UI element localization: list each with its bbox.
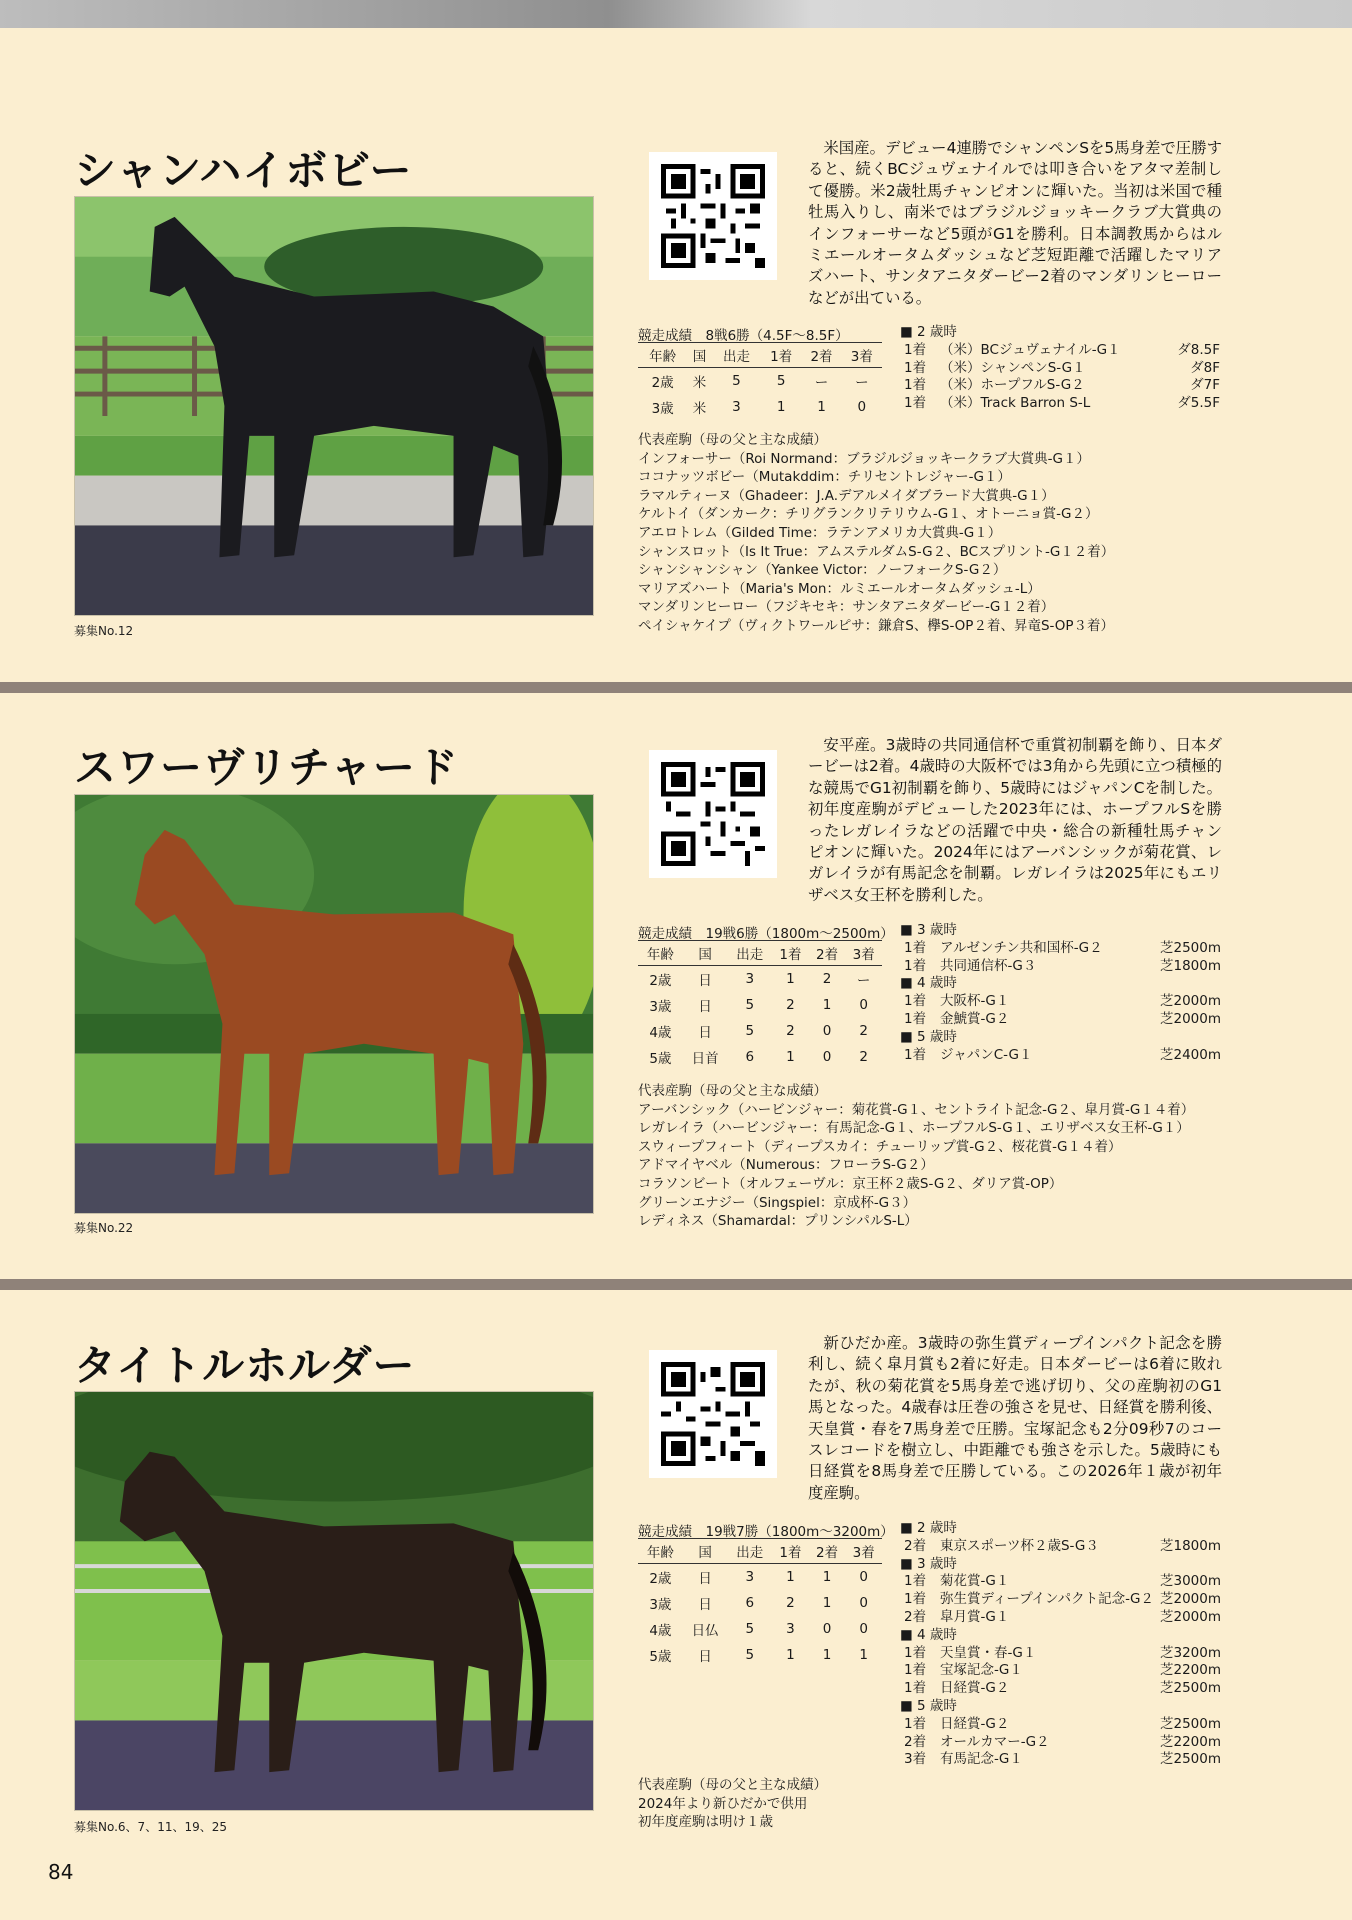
win-position: 2着 [904,1733,927,1750]
table-cell: 0 [859,1568,868,1585]
table-cell: 1 [822,996,832,1013]
table-cell: 日 [698,1570,712,1587]
win-entry [900,1662,1220,1680]
table-row [638,368,882,394]
win-entry [900,1680,1220,1698]
win-entry [900,1591,1220,1609]
win-entry [900,940,1220,958]
horse-description: 安平産。3歳時の共同通信杯で重賞初制覇を飾り、日本ダービーは2着。4歳時の大阪杯では3角から先頭に立つ積極的な競馬でG1初制覇を飾り、5歳時にはジャパンCを制した。初年度産駒がデビューした2023年には、ホープフルSを勝ったレガレイラなどの活躍で中央・総合の新種牡馬チャンピオンに輝いた。2024年にはアーバンシックが菊花賞、レガレイラが有馬記念を制覇。レガレイラは2025年にもエリザベス女王杯を勝利した。 [808,736,1222,904]
table-cell: 3 [745,970,755,987]
win-position: 1着 [904,1573,927,1590]
win-distance: 芝2500m [1160,1715,1222,1732]
table-cell: 1 [786,1646,795,1663]
recruitment-caption: 募集No.6、7、11、19、25 [74,1820,228,1834]
table-cell: 4歳 [649,1622,672,1639]
win-distance: 芝2200m [1160,1733,1222,1750]
table-cell: 0 [822,1022,832,1039]
win-entry [900,1609,1220,1627]
win-entry [900,1751,1220,1769]
list-item: マンダリンヒーロー（フジキセキ：サンタアニタダービー-G１２着） [638,599,1055,616]
win-entry [900,958,1220,976]
table-cell: 米 [692,374,707,391]
table-cell: 日 [698,998,712,1015]
win-race: （米）ホープフルS-G２ [940,377,1085,394]
win-distance: 芝1800m [1160,1537,1222,1554]
progeny-list [638,1776,1258,1832]
wins-year-heading: ■ 4 歳時 [900,1626,957,1643]
table-cell: ー [814,374,829,391]
list-item: グリーンエナジー（Singspiel：京成杯-G３） [638,1194,917,1211]
horse-photo [74,196,594,616]
recruitment-caption: 募集No.12 [74,624,134,638]
win-distance: 芝3000m [1160,1573,1222,1590]
table-cell: 5歳 [649,1648,672,1665]
table-cell: 1 [776,398,786,415]
table-row [638,1590,882,1616]
table-row [638,966,882,992]
win-race: 天皇賞・春-G１ [940,1644,1037,1661]
win-position: 1着 [904,377,927,394]
win-distance: 芝3200m [1160,1644,1222,1661]
table-row [638,1044,882,1070]
table-cell: 1 [786,1568,795,1585]
table-cell: 1 [822,1594,832,1611]
record-header: 国 [687,343,712,368]
win-distance: 芝2000m [1160,1591,1222,1608]
table-cell: 0 [822,1048,832,1065]
progeny-title: 代表産駒（母の父と主な成績） [638,1083,827,1099]
record-header: 年齢 [638,941,683,966]
qr-code[interactable] [649,750,777,878]
table-cell: 0 [857,398,867,415]
record-header: 出走 [727,1539,772,1564]
table-cell: 6 [745,1594,755,1611]
win-entry [900,1645,1220,1663]
win-distance: 芝2000m [1160,1010,1222,1027]
table-cell: 5歳 [649,1050,672,1067]
table-row [638,1642,882,1668]
list-item: アエロトレム（Gilded Time：ラテンアメリカ大賞典-G１） [638,524,1002,541]
table-cell: 2 [859,1048,868,1065]
progeny-title: 代表産駒（母の父と主な成績） [638,432,827,448]
win-race: 日経賞-G２ [940,1715,1010,1732]
record-header: 1着 [772,941,809,966]
table-cell: 1 [822,1646,832,1663]
table-cell: 2歳 [651,374,674,391]
win-entry [900,1573,1220,1591]
wins-year-heading: ■ 2 歳時 [900,324,957,340]
table-cell: 2 [786,1594,795,1611]
table-cell: 2 [822,970,832,987]
record-header: 1着 [772,1539,809,1564]
table-cell: 4歳 [649,1024,672,1041]
page-number: 84 [48,1860,74,1884]
list-item: ココナッツボビー（Mutakddim：チリセントレジャー-G１） [638,469,1011,486]
list-item: ラマルティーヌ（Ghadeer：J.A.デアルメイダブラード大賞典-G１） [638,487,1055,504]
table-cell: 2歳 [649,972,672,989]
section-divider [0,1279,1352,1290]
record-title: 競走成績 19戦7勝（1800m〜3200m） [638,1524,894,1540]
record-header: 出走 [712,343,761,368]
win-race: （米）BCジュヴェナイル-G１ [940,341,1121,358]
list-item: インフォーサー（Roi Normand：ブラジルジョッキークラブ大賞典-G１） [638,450,1091,467]
table-cell: 1 [786,1048,795,1065]
wins-year-heading: ■ 4 歳時 [900,975,957,992]
record-header: 国 [683,1539,728,1564]
win-distance: ダ8F [1190,359,1220,376]
table-cell: 5 [745,1022,755,1039]
win-distance: 芝2500m [1160,939,1222,956]
list-item: スウィープフィート（ディープスカイ：チューリップ賞-G２、桜花賞-G１４着） [638,1138,1122,1155]
table-cell: 3歳 [649,1596,672,1613]
horse-name: シャンハイボビー [74,146,413,195]
win-race: 日経賞-G２ [940,1680,1010,1697]
record-header: 3着 [842,343,882,368]
table-cell: 1 [859,1646,868,1663]
progeny-list [638,431,1258,636]
win-race: アルゼンチン共和国杯-G２ [940,939,1103,956]
win-entry [900,1047,1220,1065]
win-distance: ダ8.5F [1177,341,1220,358]
table-cell: ー [856,972,871,989]
horse-photo [74,794,594,1214]
win-position: 1着 [904,1662,927,1679]
win-position: 1着 [904,993,927,1010]
table-row [638,992,882,1018]
win-entry [900,1716,1220,1734]
table-cell: 0 [859,996,868,1013]
win-position: 1着 [904,957,927,974]
table-cell: 0 [859,1594,868,1611]
list-item: シャンスロット（Is It True：アムステルダムS-G２、BCスプリント-G１２着） [638,543,1115,560]
record-header: 2着 [801,343,841,368]
list-item: レガレイラ（ハービンジャー：有馬記念-G１、ホープフルS-G１、エリザベス女王杯-G１） [638,1120,1190,1137]
win-distance: 芝1800m [1160,957,1222,974]
wins-list [900,922,1220,1064]
wins-year-heading: ■ 2 歳時 [900,1520,957,1536]
win-distance: 芝2000m [1160,1608,1222,1625]
table-cell: 日 [698,1648,712,1665]
record-header: 年齢 [638,343,687,368]
table-cell: 0 [859,1620,868,1637]
table-cell: 5 [776,372,786,389]
horse-description: 新ひだか産。3歳時の弥生賞ディープインパクト記念を勝利し、続く皐月賞も2着に好走。日本ダービーは6着に敗れたが、秋の菊花賞を5馬身差で逃げ切り、父の産駒初のG1馬となった。4歳春は圧巻の強さを見せ、日経賞を勝利後、天皇賞・春を7馬身差で圧勝。宝塚記念も2分09秒7のコースレコードを樹立し、中距離でも強さを示した。5歳時にも日経賞を8馬身差で圧勝している。この2026年１歳が初年度産駒。 [808,1334,1222,1502]
win-distance: 芝2200m [1160,1662,1222,1679]
list-item: マリアズハート（Maria's Mon：ルミエールオータムダッシュ-L） [638,580,1041,597]
list-item: アドマイヤベル（Numerous：フローラS-G２） [638,1157,934,1174]
horse-photo [74,1391,594,1811]
qr-code[interactable] [649,1350,777,1478]
table-cell: 1 [817,398,826,415]
table-cell: 3歳 [651,400,674,417]
table-cell: 5 [745,996,755,1013]
table-cell: 3 [786,1620,795,1637]
table-cell: 0 [822,1620,832,1637]
win-race: 東京スポーツ杯２歳S-G３ [940,1537,1099,1554]
win-position: 1着 [904,395,927,412]
win-position: 1着 [904,1046,927,1063]
table-cell: 3歳 [649,998,672,1015]
win-entry [900,342,1220,360]
win-race: 宝塚記念-G１ [940,1662,1023,1679]
table-cell: 日 [698,1024,712,1041]
record-header: 3着 [845,1539,882,1564]
record-table [638,1538,882,1668]
list-item: 初年度産駒は明け１歳 [638,1814,773,1831]
record-header: 出走 [727,941,772,966]
table-row [638,1616,882,1642]
win-position: 1着 [904,341,927,358]
win-race: 弥生賞ディープインパクト記念-G２ [940,1591,1154,1608]
top-gradient-bar [0,0,1352,28]
win-distance: 芝2500m [1160,1751,1222,1768]
win-position: 1着 [904,1644,927,1661]
wins-year-heading: ■ 5 歳時 [900,1028,957,1045]
table-cell: 日仏 [691,1622,719,1639]
record-header: 3着 [845,941,882,966]
record-header: 1着 [761,343,801,368]
win-distance: ダ7F [1190,377,1220,394]
win-position: 1着 [904,1680,927,1697]
wins-year-heading: ■ 3 歳時 [900,1555,957,1572]
table-cell: 5 [745,1620,755,1637]
list-item: アーバンシック（ハービンジャー：菊花賞-G１、セントライト記念-G２、皐月賞-G１４着） [638,1101,1195,1118]
wins-list [900,324,1220,413]
win-distance: 芝2000m [1160,993,1222,1010]
record-header: 2着 [809,1539,846,1564]
table-cell: 3 [745,1568,755,1585]
record-header: 年齢 [638,1539,683,1564]
win-race: ジャパンC-G１ [940,1046,1033,1063]
win-race: 菊花賞-G１ [940,1573,1010,1590]
table-cell: 5 [745,1646,755,1663]
win-entry [900,1011,1220,1029]
record-title: 競走成績 8戦6勝（4.5F〜8.5F） [638,328,849,344]
win-position: 3着 [904,1751,927,1768]
win-position: 1着 [904,1591,927,1608]
win-entry [900,395,1220,413]
win-race: 皐月賞-G１ [940,1608,1010,1625]
win-entry [900,1538,1220,1556]
recruitment-caption: 募集No.22 [74,1221,134,1235]
win-distance: ダ5.5F [1177,395,1220,412]
win-entry [900,377,1220,395]
table-cell: 5 [732,372,741,389]
table-row [638,1018,882,1044]
wins-list [900,1520,1220,1769]
win-position: 2着 [904,1537,927,1554]
table-cell: 1 [786,970,795,987]
win-distance: 芝2400m [1160,1046,1222,1063]
horse-name: スワーヴリチャード [74,743,459,792]
win-race: 大阪杯-G１ [940,993,1010,1010]
table-cell: 日 [698,1596,712,1613]
win-race: （米）Track Barron S-L [940,395,1091,412]
list-item: ペイシャケイプ（ヴィクトワールピサ：鎌倉S、欅S-OP２着、昇竜S-OP３着） [638,617,1115,634]
win-entry [900,993,1220,1011]
table-row [638,394,882,420]
table-cell: 2 [786,1022,795,1039]
record-table [638,940,882,1070]
table-row [638,1564,882,1590]
horse-description: 米国産。デビュー4連勝でシャンペンSを5馬身差で圧勝すると、続くBCジュヴェナイルでは叩き合いをアタマ差制して優勝。米2歳牡馬チャンピオンに輝いた。当初は米国で種牡馬入りし、南米ではブラジルジョッキークラブ大賞典のインフォーサーなど5頭がG1を勝利。日本調教馬からはルミエールオータムダッシュなど芝短距離で活躍したマリアズハート、サンタアニタダービー2着のマンダリンヒーローなどが出ている。 [808,139,1222,307]
table-cell: 2歳 [649,1570,672,1587]
win-race: 金鯱賞-G２ [940,1010,1010,1027]
win-race: （米）シャンペンS-G１ [940,359,1086,376]
record-table [638,342,882,420]
record-title: 競走成績 19戦6勝（1800m〜2500m） [638,926,894,942]
horse-name: タイトルホルダー [74,1341,416,1390]
list-item: 2024年より新ひだかで供用 [638,1795,808,1812]
table-cell: 日 [698,972,712,989]
table-cell: 1 [822,1568,832,1585]
win-position: 2着 [904,1608,927,1625]
win-entry [900,1734,1220,1752]
win-race: オールカマー-G２ [940,1733,1050,1750]
win-position: 1着 [904,1010,927,1027]
table-cell: 米 [692,400,707,417]
table-cell: 日首 [691,1050,719,1067]
wins-year-heading: ■ 5 歳時 [900,1697,957,1714]
section-divider [0,682,1352,693]
table-cell: 2 [859,1022,868,1039]
list-item: コラソンビート（オルフェーヴル：京王杯２歳S-G２、ダリア賞-OP） [638,1175,1063,1192]
table-cell: 6 [745,1048,755,1065]
win-position: 1着 [904,939,927,956]
progeny-list [638,1082,1258,1231]
table-cell: ー [855,374,869,391]
progeny-title: 代表産駒（母の父と主な成績） [638,1777,827,1793]
win-position: 1着 [904,1715,927,1732]
record-header: 国 [683,941,728,966]
win-race: 有馬記念-G１ [940,1751,1023,1768]
wins-year-heading: ■ 3 歳時 [900,922,957,938]
table-cell: 2 [786,996,795,1013]
win-position: 1着 [904,359,927,376]
list-item: シャンシャンシャン（Yankee Victor：ノーフォークS-G２） [638,562,1007,579]
list-item: ケルトイ（ダンカーク：チリグランクリテリウム-G１、オトーニョ賞-G２） [638,506,1099,523]
record-header: 2着 [809,941,846,966]
win-distance: 芝2500m [1160,1680,1222,1697]
table-cell: 3 [732,398,741,415]
win-entry [900,360,1220,378]
list-item: レディネス（Shamardal：プリンシパルS-L） [638,1213,918,1230]
win-race: 共同通信杯-G３ [940,957,1037,974]
qr-code[interactable] [649,152,777,280]
